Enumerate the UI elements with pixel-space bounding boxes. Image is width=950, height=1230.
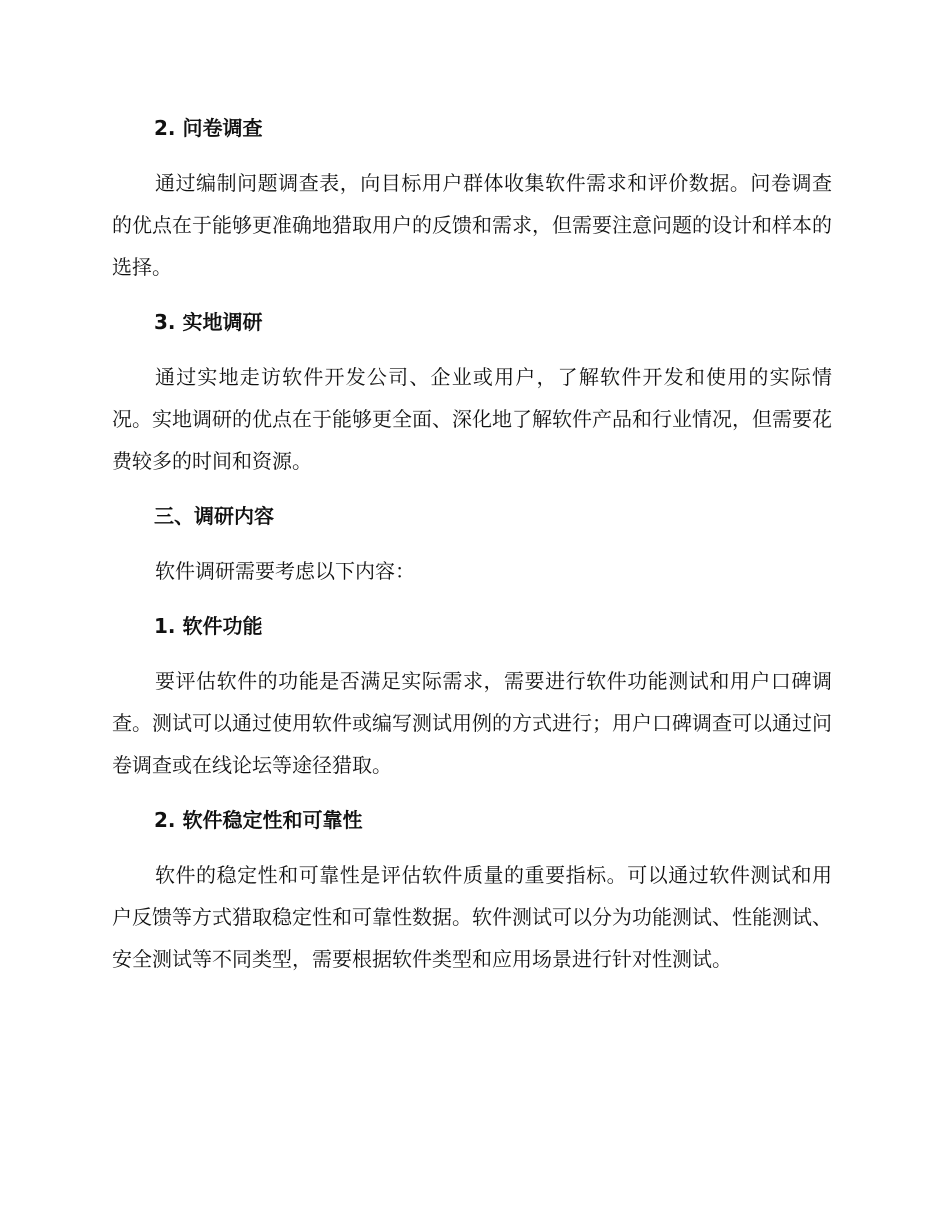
section-heading-software-function: 1. 软件功能 xyxy=(154,614,263,638)
document-body xyxy=(112,108,832,980)
section-paragraph-field-research: 通过实地走访软件开发公司、企业或用户，了解软件开发和使用的实际情况。实地调研的优点在于能够更全面、深化地了解软件产品和行业情况，但需要花费较多的时间和资源。 xyxy=(112,365,832,473)
section-heading-questionnaire: 2. 问卷调查 xyxy=(154,116,263,140)
section-heading-field-research: 3. 实地调研 xyxy=(154,310,263,334)
section-paragraph-software-function: 要评估软件的功能是否满足实际需求，需要进行软件功能测试和用户口碑调查。测试可以通过使用软件或编写测试用例的方式进行；用户口碑调查可以通过问卷调查或在线论坛等途径猎取。 xyxy=(112,669,832,777)
section-heading-research-content: 三、调研内容 xyxy=(154,504,274,528)
section-paragraph-stability: 软件的稳定性和可靠性是评估软件质量的重要指标。可以通过软件测试和用户反馈等方式猎取稳定性和可靠性数据。软件测试可以分为功能测试、性能测试、安全测试等不同类型，需要根据软件类型和应用场景进行针对性测试。 xyxy=(112,863,832,971)
section-paragraph-questionnaire: 通过编制问题调查表，向目标用户群体收集软件需求和评价数据。问卷调查的优点在于能够更准确地猎取用户的反馈和需求，但需要注意问题的设计和样本的选择。 xyxy=(112,171,832,279)
section-heading-stability: 2. 软件稳定性和可靠性 xyxy=(154,808,363,832)
section-paragraph-research-content: 软件调研需要考虑以下内容： xyxy=(155,559,415,583)
